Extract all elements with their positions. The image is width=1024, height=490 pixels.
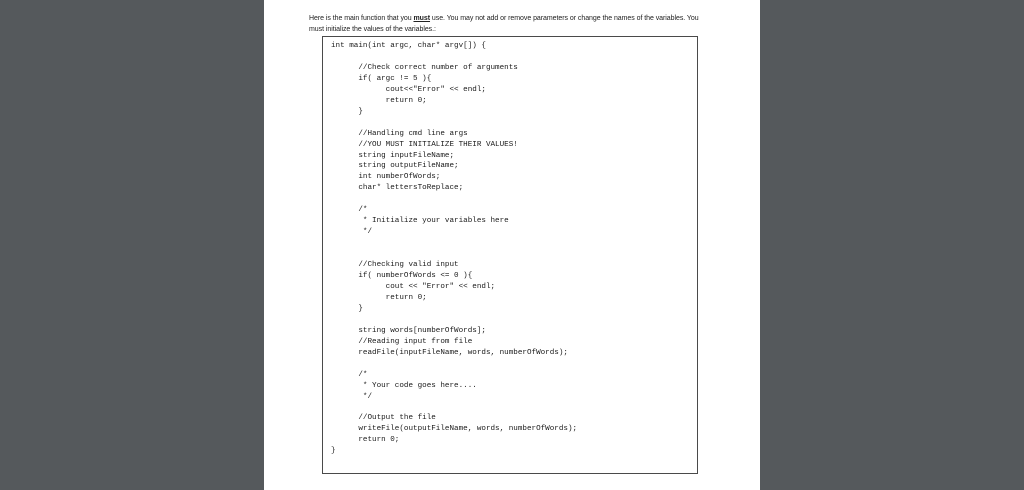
code-box bbox=[322, 36, 698, 474]
code-line: /* bbox=[331, 370, 368, 379]
code-line: //Check correct number of arguments bbox=[331, 63, 518, 72]
code-line: } bbox=[331, 107, 363, 116]
code-line: } bbox=[331, 304, 363, 313]
code-line: if( numberOfWords <= 0 ){ bbox=[331, 272, 473, 281]
code-line: */ bbox=[331, 228, 373, 237]
code-line: //Checking valid input bbox=[331, 261, 459, 270]
code-line: //Output the file bbox=[331, 414, 436, 423]
code-line: //YOU MUST INITIALIZE THEIR VALUES! bbox=[331, 140, 518, 149]
code-block bbox=[331, 41, 577, 457]
code-line: if( argc != 5 ){ bbox=[331, 74, 432, 83]
document-page bbox=[264, 0, 760, 490]
instructions-text bbox=[309, 14, 709, 35]
code-line: /* bbox=[331, 206, 368, 215]
code-line: return 0; bbox=[331, 96, 427, 105]
code-line: */ bbox=[331, 392, 373, 401]
code-line: } bbox=[331, 447, 336, 456]
code-line: * Your code goes here.... bbox=[331, 381, 477, 390]
must-emphasis: must bbox=[413, 15, 431, 22]
instructions-text-end: use. You may not add or remove parameters or change the names of the variables. You must initialize the values of the variables.: bbox=[309, 15, 699, 33]
code-line: char* lettersToReplace; bbox=[331, 184, 464, 193]
code-line: readFile(inputFileName, words, numberOfWords); bbox=[331, 348, 568, 357]
code-line: cout << "Error" << endl; bbox=[331, 282, 496, 291]
code-line: int numberOfWords; bbox=[331, 173, 441, 182]
code-line: //Reading input from file bbox=[331, 337, 473, 346]
code-line: writeFile(outputFileName, words, numberOfWords); bbox=[331, 425, 578, 434]
code-line: cout<<"Error" << endl; bbox=[331, 85, 486, 94]
code-line: return 0; bbox=[331, 436, 400, 445]
code-line: int main(int argc, char* argv[]) { bbox=[331, 42, 486, 50]
code-line: string outputFileName; bbox=[331, 162, 459, 171]
code-line: string inputFileName; bbox=[331, 151, 455, 160]
code-line: * Initialize your variables here bbox=[331, 217, 509, 226]
instructions-text-start: Here is the main function that you bbox=[309, 15, 414, 22]
code-line: string words[numberOfWords]; bbox=[331, 326, 486, 335]
code-line: //Handling cmd line args bbox=[331, 129, 468, 138]
code-line: return 0; bbox=[331, 293, 427, 302]
